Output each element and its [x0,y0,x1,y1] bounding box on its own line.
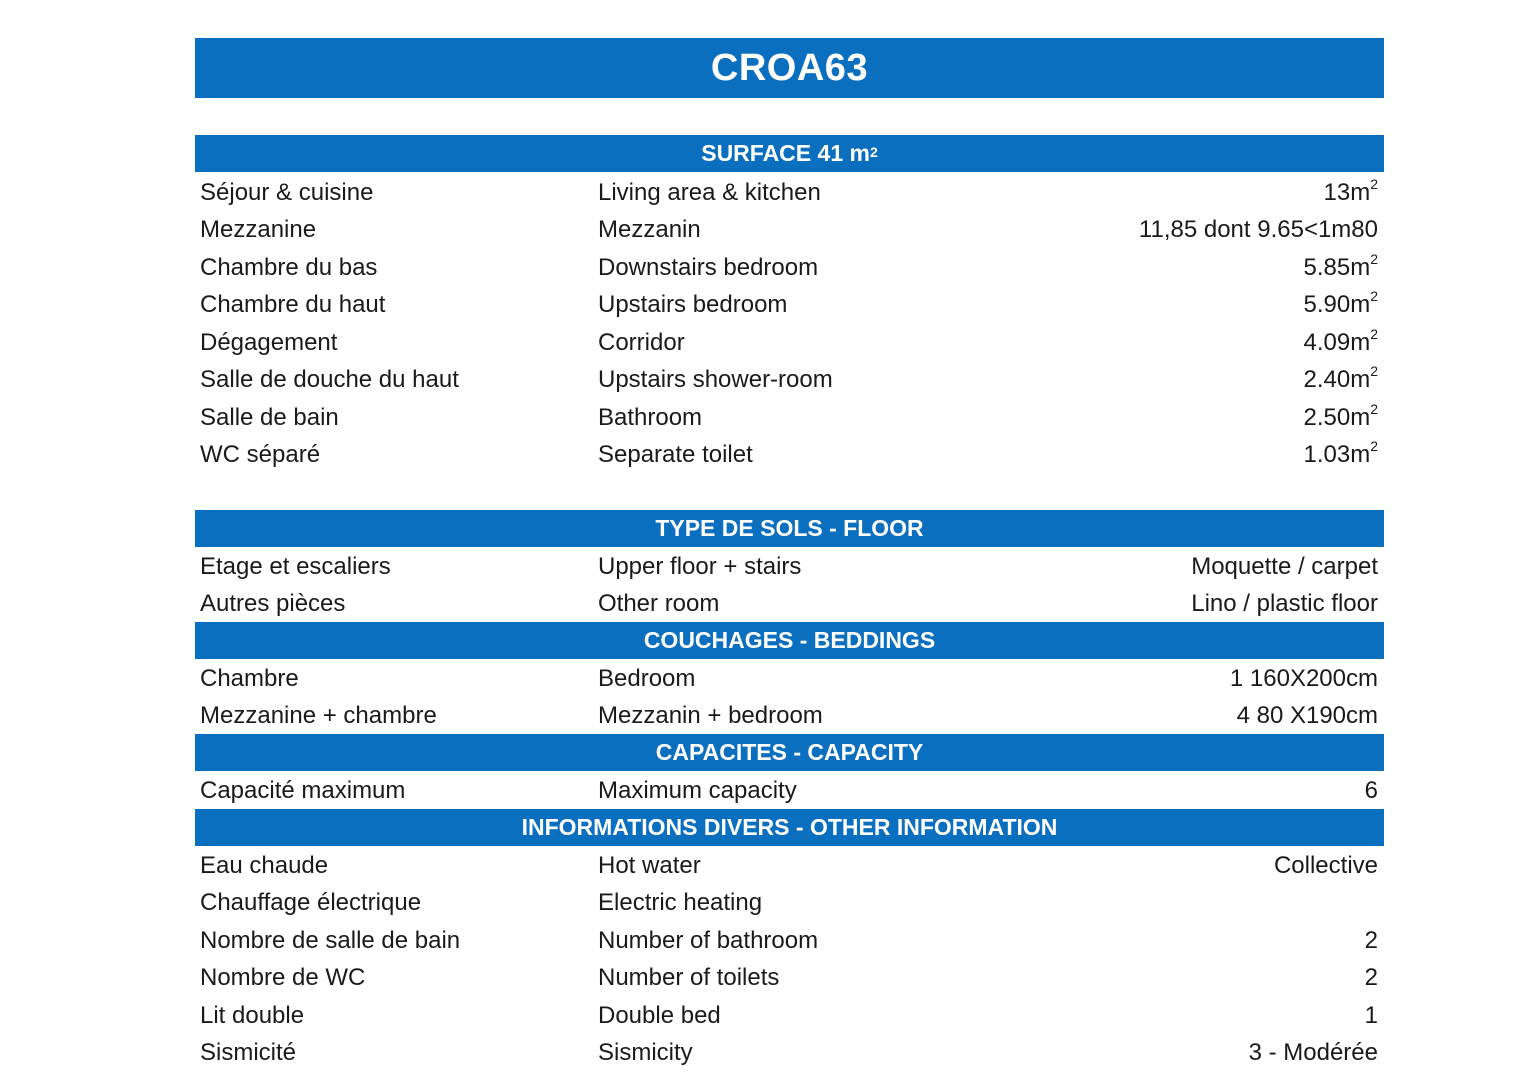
table-row [195,997,1384,1034]
row-value: $1.03m^2$ [1303,438,1378,468]
floor-header-text: TYPE DE SOLS - FLOOR [655,515,924,541]
row-value: 2 [1364,964,1378,991]
beddings-header [195,622,1384,659]
table-row [195,772,1384,809]
table-row [195,548,1384,585]
table-row [195,697,1384,734]
label-fr: Chambre du haut [200,291,386,318]
capacity-header-text: CAPACITES - CAPACITY [655,739,924,765]
table-row [195,211,1384,248]
table-row [195,174,1384,211]
row-value: Lino / plastic floor [1191,590,1378,617]
table-row [195,660,1384,697]
row-value: $5.85m^2$ [1303,251,1378,281]
label-en: Maximum capacity [598,777,797,804]
table-row [195,922,1384,959]
table-row [195,361,1384,398]
surface-header: SURFACE 41 m $^2$ [195,135,1384,172]
label-en: Bathroom [598,404,703,431]
table-row [195,884,1384,921]
table-row [195,286,1384,323]
label-fr: Chambre du bas [200,254,378,281]
label-fr: Chauffage électrique [200,889,422,916]
label-fr: Lit double [200,1002,305,1029]
label-fr: Salle de douche du haut [200,366,459,393]
table-row [195,959,1384,996]
label-en: Electric heating [598,889,763,916]
label-fr: Nombre de salle de bain [200,927,461,954]
table-row [195,1034,1384,1071]
table-row [195,436,1384,473]
capacity-header [195,734,1384,771]
row-value: 6 [1364,777,1378,804]
label-en: Mezzanin [598,216,701,243]
table-row [195,324,1384,361]
label-en: Number of toilets [598,964,780,991]
label-en: Bedroom [598,665,696,692]
label-fr: Eau chaude [200,852,329,879]
row-value: 2 [1364,927,1378,954]
table-row [195,847,1384,884]
table-row [195,249,1384,286]
label-fr: Capacité maximum [200,777,406,804]
label-fr: Nombre de WC [200,964,366,991]
other-info-header [195,809,1384,846]
label-fr: Chambre [200,665,299,692]
label-en: Number of bathroom [598,927,819,954]
label-en: Upstairs shower-room [598,366,833,393]
label-fr: Sismicité [200,1039,297,1066]
row-value: $4.09m^2$ [1303,326,1378,356]
row-value: $5.90m^2$ [1303,288,1378,318]
label-fr: Mezzanine + chambre [200,702,437,729]
table-row [195,585,1384,622]
label-fr: Dégagement [200,329,338,356]
label-en: Downstairs bedroom [598,254,819,281]
label-en: Mezzanin + bedroom [598,702,823,729]
label-en: Separate toilet [598,441,753,468]
label-fr: WC séparé [200,441,321,468]
row-value: $2.40m^2$ [1303,363,1378,393]
title-text: CROA63 [710,46,869,89]
label-en: Corridor [598,329,685,356]
row-value: 4 80 X190cm [1236,702,1378,729]
label-en: Upper floor + stairs [598,553,802,580]
row-value: 1 [1364,1002,1378,1029]
row-value: $13m^2$ [1323,176,1378,206]
row-value: Collective [1273,852,1378,879]
label-en: Hot water [598,852,701,879]
row-value: 3 - Modérée [1248,1039,1378,1066]
surface-header-text: SURFACE 41 m [701,140,870,166]
label-en: Double bed [598,1002,721,1029]
label-fr: Etage et escaliers [200,553,391,580]
label-en: Upstairs bedroom [598,291,788,318]
label-en: Sismicity [598,1039,693,1066]
label-fr: Mezzanine [200,216,317,243]
row-value: 1 160X200cm [1229,665,1378,692]
label-fr: Séjour & cuisine [200,179,374,206]
page-title [195,38,1384,98]
table-row [195,399,1384,436]
label-fr: Salle de bain [200,404,339,431]
label-en: Living area & kitchen [598,179,821,206]
label-fr: Autres pièces [200,590,346,617]
beddings-header-text: COUCHAGES - BEDDINGS [643,627,936,653]
other-info-header-text: INFORMATIONS DIVERS - OTHER INFORMATION [521,814,1058,840]
label-en: Other room [598,590,720,617]
row-value: $2.50m^2$ [1303,401,1378,431]
floor-header [195,510,1384,547]
row-value: Moquette / carpet [1191,553,1378,580]
row-value: 11,85 dont 9.65<1m80 [1138,216,1378,243]
